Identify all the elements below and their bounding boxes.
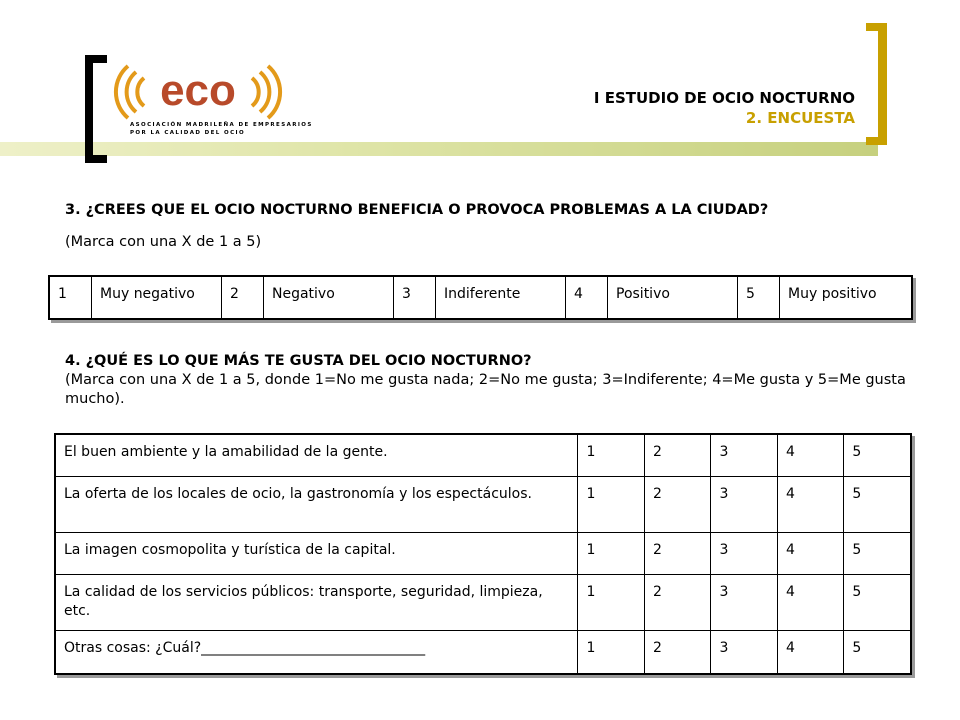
question-3-title: 3. ¿CREES QUE EL OCIO NOCTURNO BENEFICIA O PROVOCA PROBLEMAS A LA CIUDAD? [65, 202, 769, 218]
rating-option-3[interactable]: 3 [711, 575, 777, 631]
rating-option-5[interactable]: 5 [844, 631, 911, 675]
question-4-block [65, 352, 925, 409]
rating-option-4[interactable]: 4 [777, 533, 843, 575]
rating-option-3[interactable]: 3 [711, 434, 777, 477]
question-4-rating-table [54, 433, 912, 675]
rating-item-text: El buen ambiente y la amabilidad de la gente. [55, 434, 578, 477]
eco-logo-mark [122, 60, 313, 138]
svg-text:POR LA CALIDAD DEL OCIO: POR LA CALIDAD DEL OCIO [130, 130, 246, 136]
scale-option-1-number[interactable]: 1 [49, 276, 92, 319]
document-title: I ESTUDIO DE OCIO NOCTURNO [593, 89, 855, 107]
rating-row [55, 575, 911, 631]
scale-option-3-number[interactable]: 3 [394, 276, 436, 319]
svg-text:eco: eco [160, 66, 236, 115]
rating-option-1[interactable]: 1 [578, 477, 644, 533]
rating-option-2[interactable]: 2 [644, 533, 710, 575]
eco-logo [122, 60, 313, 138]
rating-option-4[interactable]: 4 [777, 477, 843, 533]
question-3-scale-table [48, 275, 913, 320]
rating-option-2[interactable]: 2 [644, 631, 710, 675]
right-bracket [878, 23, 887, 145]
rating-option-1[interactable]: 1 [578, 631, 644, 675]
scale-option-4-number[interactable]: 4 [566, 276, 608, 319]
left-bracket-bottom [85, 155, 107, 163]
rating-option-1[interactable]: 1 [578, 434, 644, 477]
rating-option-1[interactable]: 1 [578, 575, 644, 631]
left-bracket [85, 55, 93, 163]
scale-option-2-number[interactable]: 2 [222, 276, 264, 319]
question-4-instruction: (Marca con una X de 1 a 5, donde 1=No me gusta nada; 2=No me gusta; 3=Indiferente; 4=Me gusta y 5=Me gusta mucho). [65, 372, 906, 407]
question-3-instruction: (Marca con una X de 1 a 5) [65, 234, 262, 250]
rating-option-4[interactable]: 4 [777, 434, 843, 477]
svg-text:ASOCIACIÓN MADRILEÑA DE EMPRES: ASOCIACIÓN MADRILEÑA DE EMPRESARIOS [130, 122, 313, 128]
scale-option-3-label: Indiferente [436, 276, 566, 319]
rating-row [55, 533, 911, 575]
header-rule [0, 142, 878, 156]
right-bracket-top [866, 23, 887, 31]
rating-option-4[interactable]: 4 [777, 575, 843, 631]
rating-option-5[interactable]: 5 [844, 575, 911, 631]
rating-row [55, 434, 911, 477]
rating-option-2[interactable]: 2 [644, 434, 710, 477]
rating-option-4[interactable]: 4 [777, 631, 843, 675]
rating-row [55, 631, 911, 675]
scale-option-2-label: Negativo [264, 276, 394, 319]
scale-option-5-label: Muy positivo [780, 276, 913, 319]
rating-option-2[interactable]: 2 [644, 477, 710, 533]
rating-option-5[interactable]: 5 [844, 533, 911, 575]
question-4-title: 4. ¿QUÉ ES LO QUE MÁS TE GUSTA DEL OCIO NOCTURNO? [65, 353, 532, 369]
rating-item-text: La oferta de los locales de ocio, la gastronomía y los espectáculos. [55, 477, 578, 533]
document-subtitle: 2. ENCUESTA [745, 109, 855, 127]
left-bracket-top [85, 55, 107, 63]
rating-option-5[interactable]: 5 [844, 477, 911, 533]
rating-option-1[interactable]: 1 [578, 533, 644, 575]
rating-option-5[interactable]: 5 [844, 434, 911, 477]
header-title-block [594, 88, 855, 128]
other-item-text-field[interactable]: Otras cosas: ¿Cuál?________________________________ [55, 631, 578, 675]
scale-option-1-label: Muy negativo [92, 276, 222, 319]
scale-option-5-number[interactable]: 5 [738, 276, 780, 319]
rating-option-3[interactable]: 3 [711, 477, 777, 533]
scale-row [49, 276, 912, 319]
rating-item-text: La calidad de los servicios públicos: transporte, seguridad, limpieza, etc. [55, 575, 578, 631]
right-bracket-bottom [866, 137, 887, 145]
rating-option-2[interactable]: 2 [644, 575, 710, 631]
rating-item-text: La imagen cosmopolita y turística de la capital. [55, 533, 578, 575]
rating-option-3[interactable]: 3 [711, 631, 777, 675]
scale-option-4-label: Positivo [608, 276, 738, 319]
rating-option-3[interactable]: 3 [711, 533, 777, 575]
rating-row [55, 477, 911, 533]
